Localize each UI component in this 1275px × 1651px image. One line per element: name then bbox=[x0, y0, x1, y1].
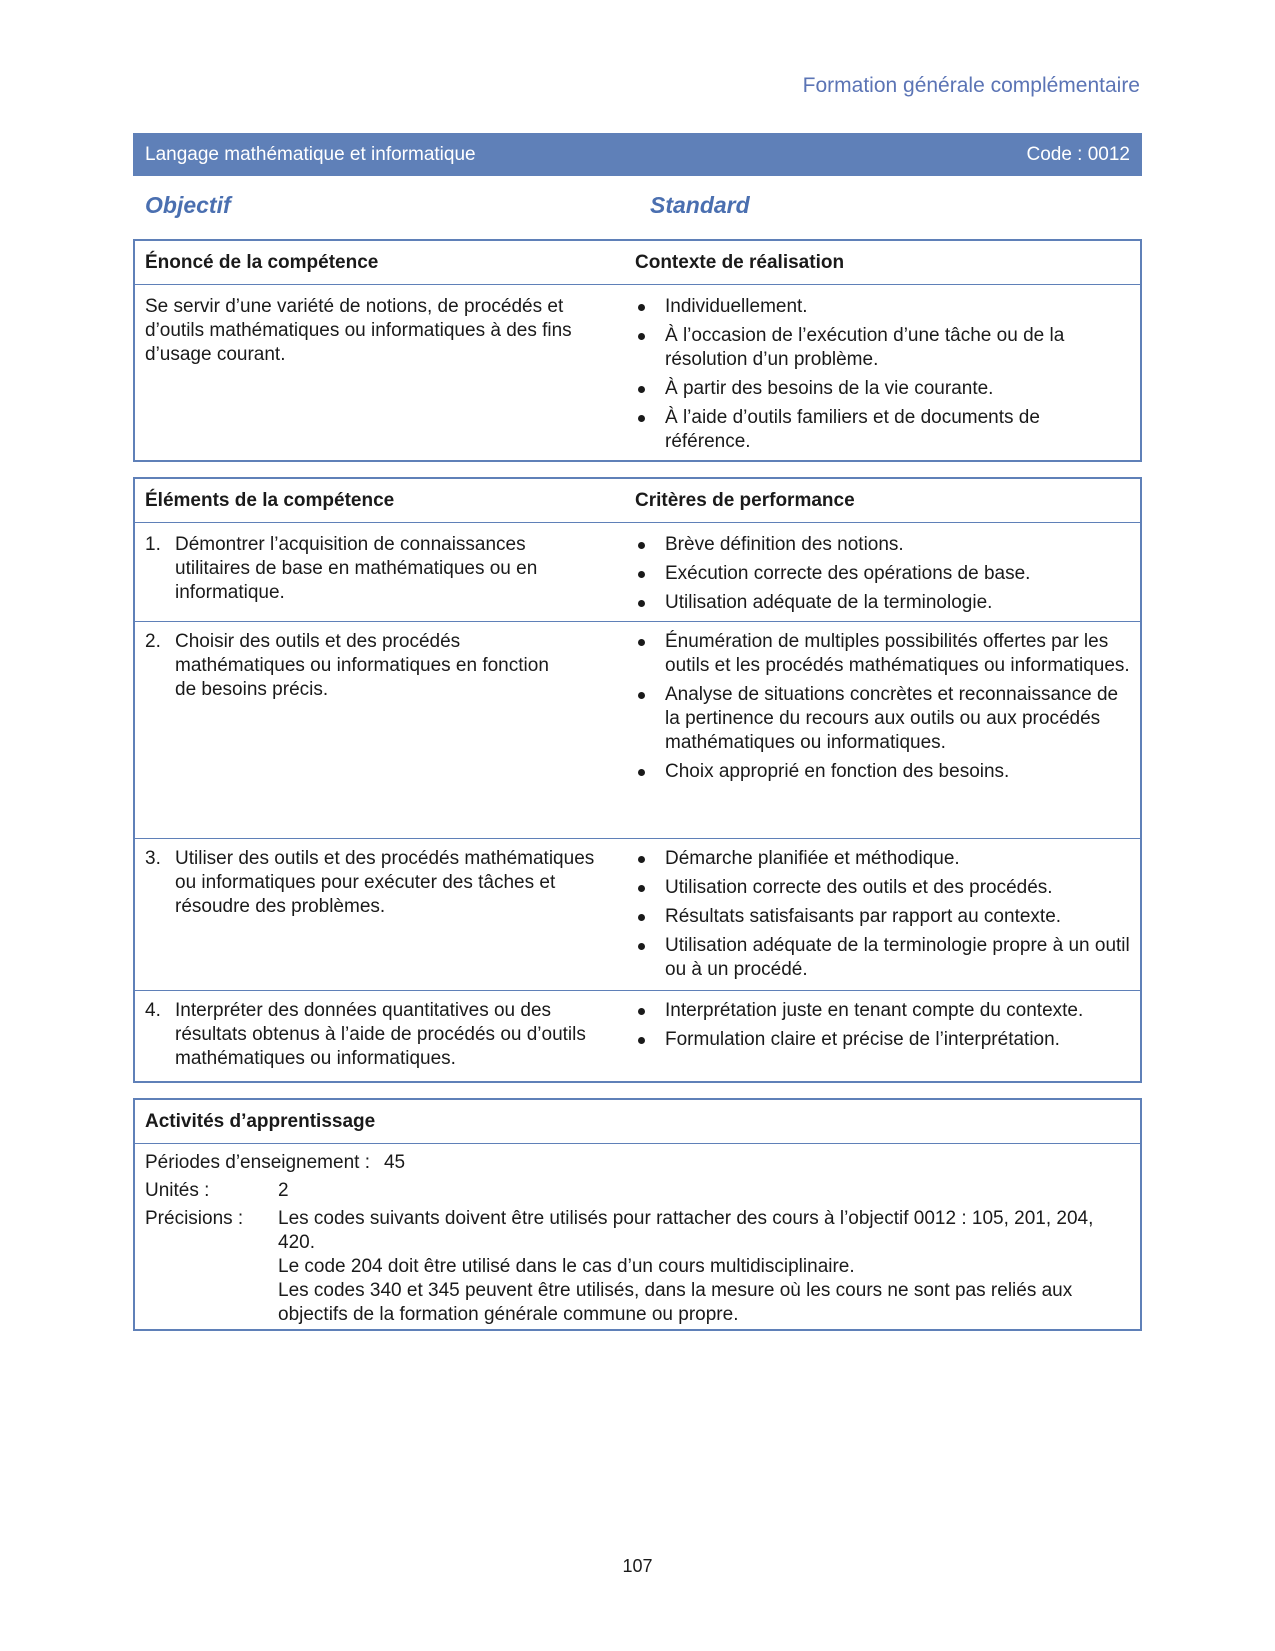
list-item: Utilisation adéquate de la terminologie. bbox=[635, 591, 1130, 615]
bullet-icon bbox=[638, 600, 645, 607]
standard-label: Standard bbox=[650, 192, 750, 218]
precision-line: Les codes 340 et 345 peuvent être utilisés, dans la mesure où les cours ne sont pas reliés aux objectifs de la formation générale commune ou propre. bbox=[278, 1280, 1073, 1325]
bullet-icon bbox=[638, 415, 645, 422]
bullet-icon bbox=[638, 304, 645, 311]
bullet-icon bbox=[638, 1008, 645, 1015]
unites-label: Unités : bbox=[145, 1180, 210, 1201]
bullet-icon bbox=[638, 639, 645, 646]
precision-line: Le code 204 doit être utilisé dans le cas d’un cours multidisciplinaire. bbox=[278, 1256, 855, 1277]
activites-header bbox=[135, 1100, 1140, 1144]
contexte-heading: Contexte de réalisation bbox=[635, 251, 845, 273]
activites-box bbox=[133, 1098, 1142, 1331]
list-item: À partir des besoins de la vie courante. bbox=[635, 377, 1130, 401]
element-row-4: 4. Interpréter des données quantitatives ou des résultats obtenus à l’aide de procédés ou d’outils mathématiques ou informatiques. Interprétation juste en tenant compte du contexte. Formulation claire et précise de l’interprétation. bbox=[135, 990, 1140, 1078]
list-item: Analyse de situations concrètes et reconnaissance de la pertinence du recours aux outils ou aux procédés mathématiques ou informatiques. bbox=[635, 683, 1130, 755]
enonce-text: Se servir d’une variété de notions, de procédés et d’outils mathématiques ou informatiques à des fins d’usage courant. bbox=[145, 296, 572, 365]
bullet-icon bbox=[638, 1037, 645, 1044]
list-item: Individuellement. bbox=[635, 295, 1130, 319]
precisions-label: Précisions : bbox=[145, 1208, 244, 1229]
elements-header bbox=[135, 479, 1140, 523]
precision-line: Les codes suivants doivent être utilisés pour rattacher des cours à l’objectif 0012 : 105, 201, 204, 420. bbox=[278, 1208, 1094, 1253]
competence-header bbox=[135, 241, 1140, 285]
bullet-icon bbox=[638, 333, 645, 340]
bullet-icon bbox=[638, 856, 645, 863]
contexte-list bbox=[635, 295, 1130, 454]
bullet-icon bbox=[638, 914, 645, 921]
periodes-value: 45 bbox=[383, 1152, 406, 1173]
list-item: Utilisation correcte des outils et des procédés. bbox=[635, 876, 1130, 900]
document-header-title: Formation générale complémentaire bbox=[802, 74, 1140, 97]
bullet-icon bbox=[638, 943, 645, 950]
element-text: Interpréter des données quantitatives ou des résultats obtenus à l’aide de procédés ou d’outils mathématiques ou informatiques. bbox=[175, 1000, 586, 1069]
list-item: Formulation claire et précise de l’interprétation. bbox=[635, 1028, 1130, 1052]
criteres-heading: Critères de performance bbox=[635, 489, 855, 511]
list-item: Exécution correcte des opérations de base. bbox=[635, 562, 1130, 586]
bullet-icon bbox=[638, 769, 645, 776]
bullet-icon bbox=[638, 692, 645, 699]
competence-box bbox=[133, 239, 1142, 462]
periodes-label: Périodes d’enseignement : bbox=[145, 1152, 370, 1173]
enonce-heading: Énoncé de la compétence bbox=[145, 251, 379, 273]
elements-box bbox=[133, 477, 1142, 1083]
bullet-icon bbox=[638, 571, 645, 578]
objectif-label: Objectif bbox=[145, 192, 231, 218]
bullet-icon bbox=[638, 885, 645, 892]
elements-heading: Éléments de la compétence bbox=[145, 489, 395, 511]
element-row-1: 1. Démontrer l’acquisition de connaissances utilitaires de base en mathématiques ou en informatique. Brève définition des notions. Exécution correcte des opérations de base. Utilisation adéquate de la terminologie. bbox=[135, 523, 1140, 621]
subject-code: Code : 0012 bbox=[1026, 143, 1130, 165]
subject-name: Langage mathématique et informatique bbox=[145, 143, 476, 165]
element-row-2: 2. Choisir des outils et des procédés mathématiques ou informatiques en fonction de besoins précis. Énumération de multiples possibilités offertes par les outils et les procédés mathématiques ou informatiques. Analyse de situations concrètes et reconnaissance de la pertinence du recours aux outils ou aux procédés mathématiques ou informatiques. Choix approprié en fonction des besoins. bbox=[135, 621, 1140, 838]
element-text: Utiliser des outils et des procédés mathématiques ou informatiques pour exécuter des tâches et résoudre des problèmes. bbox=[175, 848, 595, 917]
list-item: Brève définition des notions. bbox=[635, 533, 1130, 557]
element-text: Choisir des outils et des procédés mathématiques ou informatiques en fonction de besoins précis. bbox=[175, 631, 549, 700]
list-item: Choix approprié en fonction des besoins. bbox=[635, 760, 1130, 784]
element-text: Démontrer l’acquisition de connaissances utilitaires de base en mathématiques ou en informatique. bbox=[175, 534, 538, 603]
subject-title-bar bbox=[133, 133, 1142, 176]
bullet-icon bbox=[638, 386, 645, 393]
page-number: 107 bbox=[622, 1556, 653, 1576]
list-item: Énumération de multiples possibilités offertes par les outils et les procédés mathématiques ou informatiques. bbox=[635, 630, 1130, 678]
list-item: À l’occasion de l’exécution d’une tâche ou de la résolution d’un problème. bbox=[635, 324, 1130, 372]
unites-value: 2 bbox=[278, 1180, 289, 1201]
list-item: À l’aide d’outils familiers et de documents de référence. bbox=[635, 406, 1130, 454]
list-item: Utilisation adéquate de la terminologie propre à un outil ou à un procédé. bbox=[635, 934, 1130, 982]
element-row-3: 3. Utiliser des outils et des procédés mathématiques ou informatiques pour exécuter des tâches et résoudre des problèmes. Démarche planifiée et méthodique. Utilisation correcte des outils et des procédés. Résultats satisfaisants par rapport au contexte. Utilisation adéquate de la terminologie propre à un outil ou à un procédé. bbox=[135, 838, 1140, 990]
list-item: Démarche planifiée et méthodique. bbox=[635, 847, 1130, 871]
list-item: Résultats satisfaisants par rapport au contexte. bbox=[635, 905, 1130, 929]
list-item: Interprétation juste en tenant compte du contexte. bbox=[635, 999, 1130, 1023]
activites-heading: Activités d’apprentissage bbox=[145, 1110, 376, 1132]
bullet-icon bbox=[638, 542, 645, 549]
